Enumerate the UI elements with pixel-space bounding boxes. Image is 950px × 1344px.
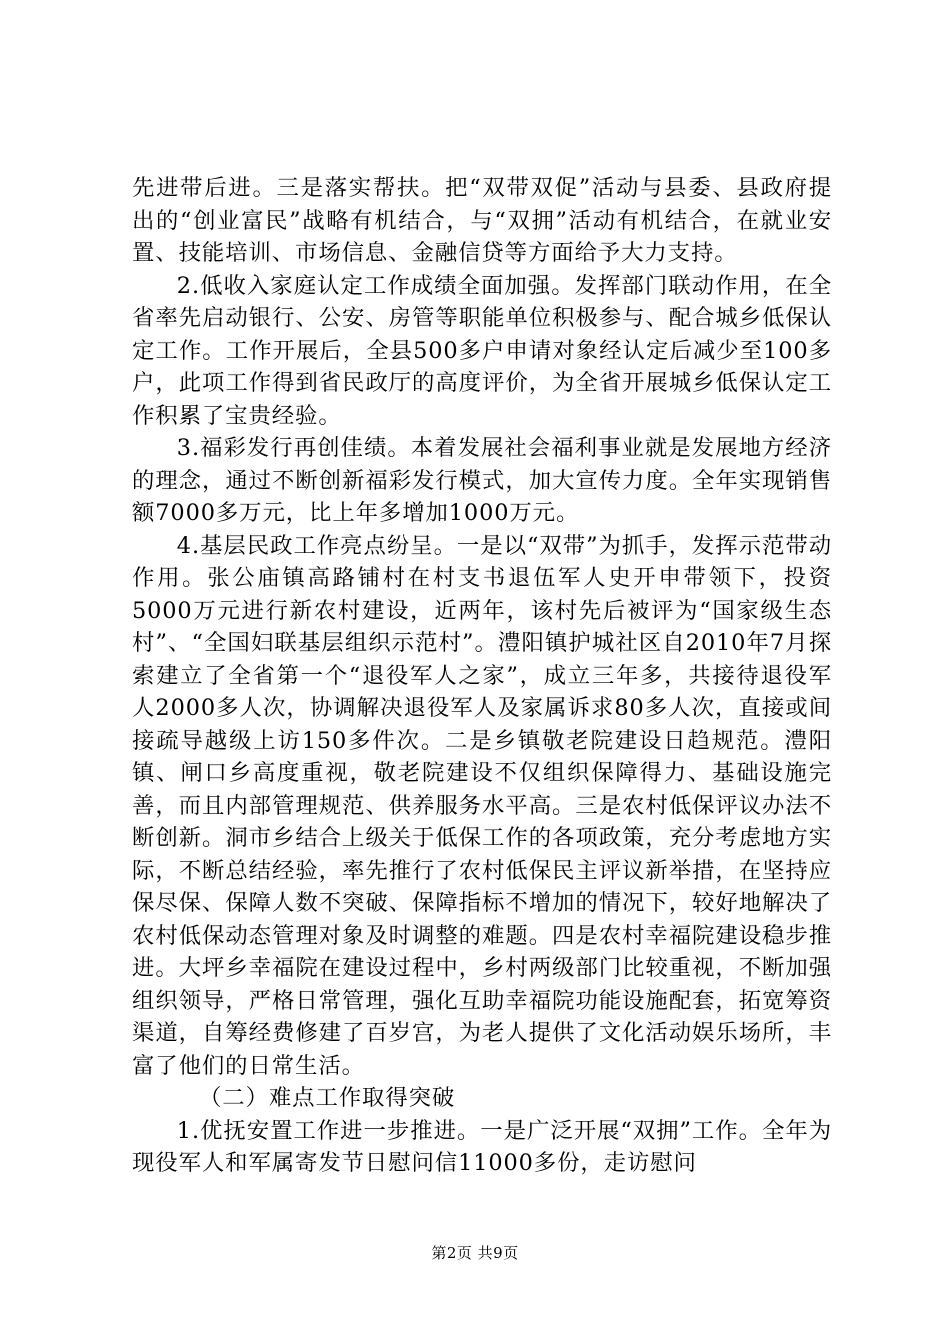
paragraph-preferential-placement: 1.优抚安置工作进一步推进。一是广泛开展“双拥”工作。全年为现役军人和军属寄发节日慰问信11000多份，走访慰问: [132, 1117, 832, 1176]
document-body: [132, 172, 832, 1180]
page-number-footer: 第2页 共9页: [431, 1244, 519, 1262]
paragraph-welfare-lottery: 3.福彩发行再创佳绩。本着发展社会福利事业就是发展地方经济的理念，通过不断创新福彩发行模式，加大宣传力度。全年实现销售额7000多万元，比上年多增加1000万元。: [132, 435, 832, 526]
paragraph-grassroots-civil-affairs: 4.基层民政工作亮点纷呈。一是以“双带”为抓手，发挥示范带动作用。张公庙镇高路铺村在村支书退伍军人史开申带领下，投资5000万元进行新农村建设，近两年，该村先后被评为“国家级生态村”、“全国妇联基层组织示范村”。澧阳镇护城社区自2010年7月探索建立了全省第一个“退役军人之家”，成立三年多，共接待退役军人2000多人次，协调解决退役军人及家属诉求80多人次，直接或间接疏导越级上访150多件次。二是乡镇敬老院建设日趋规范。澧阳镇、闸口乡高度重视，敬老院建设不仅组织保障得力、基础设施完善，而且内部管理规范、供养服务水平高。三是农村低保评议办法不断创新。洞市乡结合上级关于低保工作的各项政策，充分考虑地方实际，不断总结经验，率先推行了农村低保民主评议新举措，在坚持应保尽保、保障人数不突破、保障指标不增加的情况下，较好地解决了农村低保动态管理对象及时调整的难题。四是农村幸福院建设稳步推进。大坪乡幸福院在建设过程中，乡村两级部门比较重视，不断加强组织领导，严格日常管理，强化互助幸福院功能设施配套，拓宽筹资渠道，自筹经费修建了百岁宫，为老人提供了文化活动娱乐场所，丰富了他们的日常生活。: [132, 532, 832, 1079]
paragraph-continuation: 先进带后进。三是落实帮扶。把“双带双促”活动与县委、县政府提出的“创业富民”战略有机结合，与“双拥”活动有机结合，在就业安置、技能培训、市场信息、金融信贷等方面给予大力支持。: [132, 175, 832, 266]
paragraph-low-income-certification: 2.低收入家庭认定工作成绩全面加强。发挥部门联动作用，在全省率先启动银行、公安、房管等职能单位积极参与、配合城乡低保认定工作。工作开展后，全县500多户申请对象经认定后减少至100多户，此项工作得到省民政厅的高度评价，为全省开展城乡低保认定工作积累了宝贵经验。: [132, 272, 832, 429]
section-heading-breakthroughs: （二）难点工作取得突破: [199, 1085, 456, 1111]
